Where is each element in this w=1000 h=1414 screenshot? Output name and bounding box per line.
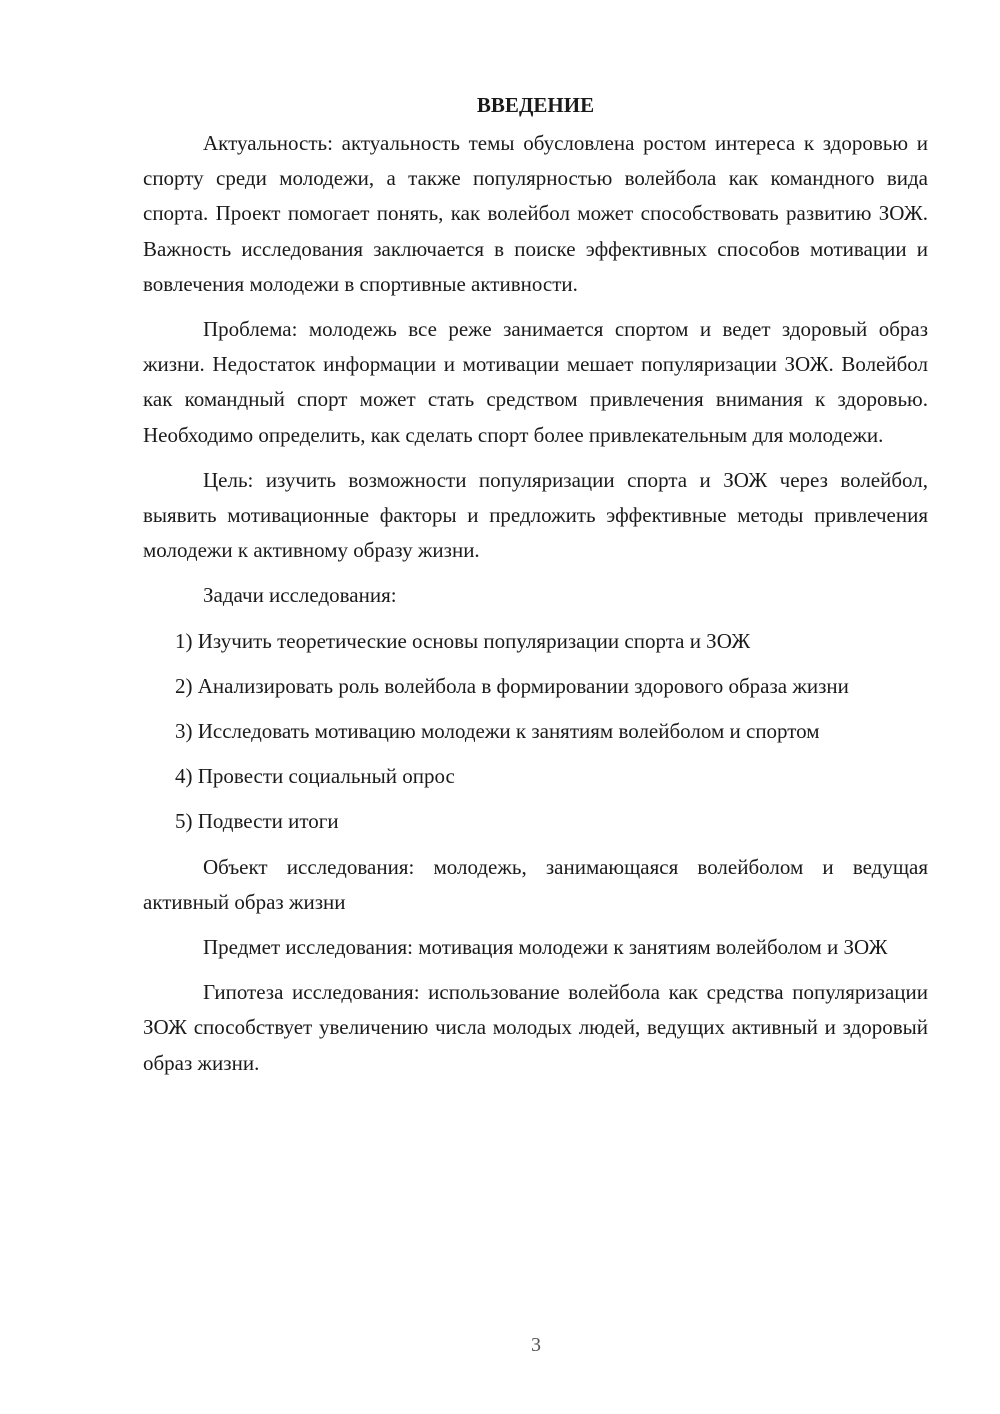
page-number: 3	[531, 1334, 541, 1356]
paragraph-problem: Проблема: молодежь все реже занимается спортом и ведет здоровый образ жизни. Недостаток информации и мотивации мешает популяризации ЗОЖ. Волейбол как командный спорт может стать средством привлечения внимания к здоровью. Необходимо определить, как сделать спорт более привлекательным для молодежи.	[143, 317, 928, 447]
list-item: 1) Изучить теоретические основы популяризации спорта и ЗОЖ	[175, 628, 751, 653]
tasks-heading: Задачи исследования:	[203, 583, 397, 608]
tasks-list	[143, 624, 928, 840]
paragraph-subject: Предмет исследования: мотивация молодежи к занятиям волейболом и ЗОЖ	[203, 935, 888, 960]
list-item: 4) Провести социальный опрос	[175, 764, 455, 789]
paragraph-object: Объект исследования: молодежь, занимающаяся волейболом и ведущая активный образ жизни	[143, 854, 928, 914]
document-page	[143, 90, 928, 1091]
paragraph-relevance: Актуальность: актуальность темы обусловлена ростом интереса к здоровью и спорту среди молодежи, а также популярностью волейбола как командного вида спорта. Проект помогает понять, как волейбол может способствовать развитию ЗОЖ. Важность исследования заключается в поиске эффективных способов мотивации и вовлечения молодежи в спортивные активности.	[143, 131, 928, 296]
list-item: 5) Подвести итоги	[175, 809, 339, 834]
paragraph-goal: Цель: изучить возможности популяризации спорта и ЗОЖ через волейбол, выявить мотивационные факторы и предложить эффективные методы привлечения молодежи к активному образу жизни.	[143, 467, 928, 563]
list-item: 2) Анализировать роль волейбола в формировании здорового образа жизни	[175, 673, 849, 698]
list-item: 3) Исследовать мотивацию молодежи к занятиям волейболом и спортом	[175, 719, 820, 744]
page-title: ВВЕДЕНИЕ	[476, 93, 595, 117]
paragraph-hypothesis: Гипотеза исследования: использование волейбола как средства популяризации ЗОЖ способствует увеличению числа молодых людей, ведущих активный и здоровый образ жизни.	[143, 980, 928, 1075]
